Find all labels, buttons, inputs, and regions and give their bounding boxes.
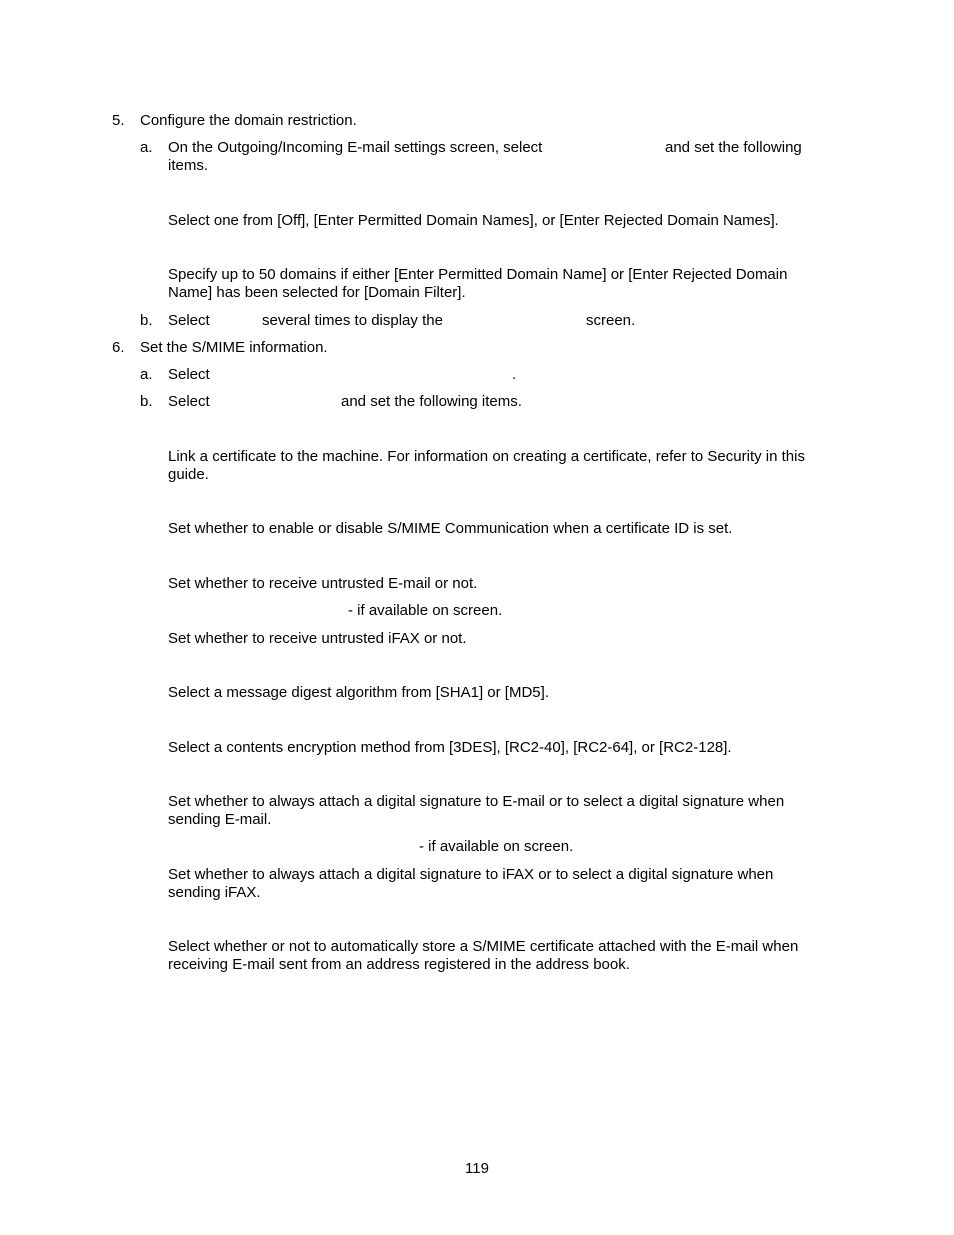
step-6a-letter: a. xyxy=(140,366,153,383)
step-5b-text-3: screen. xyxy=(586,312,636,329)
step-6b-text-2: and set the following items. xyxy=(341,393,522,410)
step-5a-letter: a. xyxy=(140,139,153,156)
step-5-number: 5. xyxy=(112,112,125,129)
step-6a-text-2: . xyxy=(512,366,517,383)
smime-communication-description: Set whether to enable or disable S/MIME Communication when a certificate ID is set. xyxy=(168,520,733,537)
untrusted-ifax-description: Set whether to receive untrusted iFAX or not. xyxy=(168,630,467,647)
step-5b-text-1: Select xyxy=(168,312,210,329)
step-5a-text-1: On the Outgoing/Incoming E-mail settings screen, select xyxy=(168,139,543,156)
digital-signature-email-description: Set whether to always attach a digital signature to E-mail or to select a digital signature when sending E-mail. xyxy=(168,793,785,828)
untrusted-email-description: Set whether to receive untrusted E-mail or not. xyxy=(168,575,478,592)
if-available-note-1: - if available on screen. xyxy=(348,602,503,619)
step-6b-letter: b. xyxy=(140,393,153,410)
certificate-description: Link a certificate to the machine. For information on creating a certificate, refer to Security in this guide. xyxy=(168,448,805,483)
encryption-method-description: Select a contents encryption method from [3DES], [RC2-40], [RC2-64], or [RC2-128]. xyxy=(168,739,732,756)
message-digest-description: Select a message digest algorithm from [SHA1] or [MD5]. xyxy=(168,684,549,701)
step-5b-letter: b. xyxy=(140,312,153,329)
if-available-note-2: - if available on screen. xyxy=(419,838,574,855)
step-6b-text-1: Select xyxy=(168,393,210,410)
step-5b-text-2: several times to display the xyxy=(262,312,443,329)
step-6-number: 6. xyxy=(112,339,125,356)
digital-signature-ifax-description: Set whether to always attach a digital signature to iFAX or to select a digital signature when sending iFAX. xyxy=(168,866,774,901)
auto-store-certificate-description: Select whether or not to automatically store a S/MIME certificate attached with the E-mail when receiving E-mail sent from an address registered in the address book. xyxy=(168,938,799,973)
step-5a-text-2: and set the following xyxy=(665,139,802,156)
domain-filter-description: Select one from [Off], [Enter Permitted Domain Names], or [Enter Rejected Domain Names]. xyxy=(168,212,779,229)
step-5-text: Configure the domain restriction. xyxy=(140,112,357,129)
step-6-text: Set the S/MIME information. xyxy=(140,339,328,356)
step-6a-text-1: Select xyxy=(168,366,210,383)
page-number: 119 xyxy=(465,1160,489,1177)
domain-description: Specify up to 50 domains if either [Enter Permitted Domain Name] or [Enter Rejected Domain Name] has been selected for [Domain Filter]. xyxy=(168,266,788,301)
step-5a-text-3: items. xyxy=(168,157,209,174)
